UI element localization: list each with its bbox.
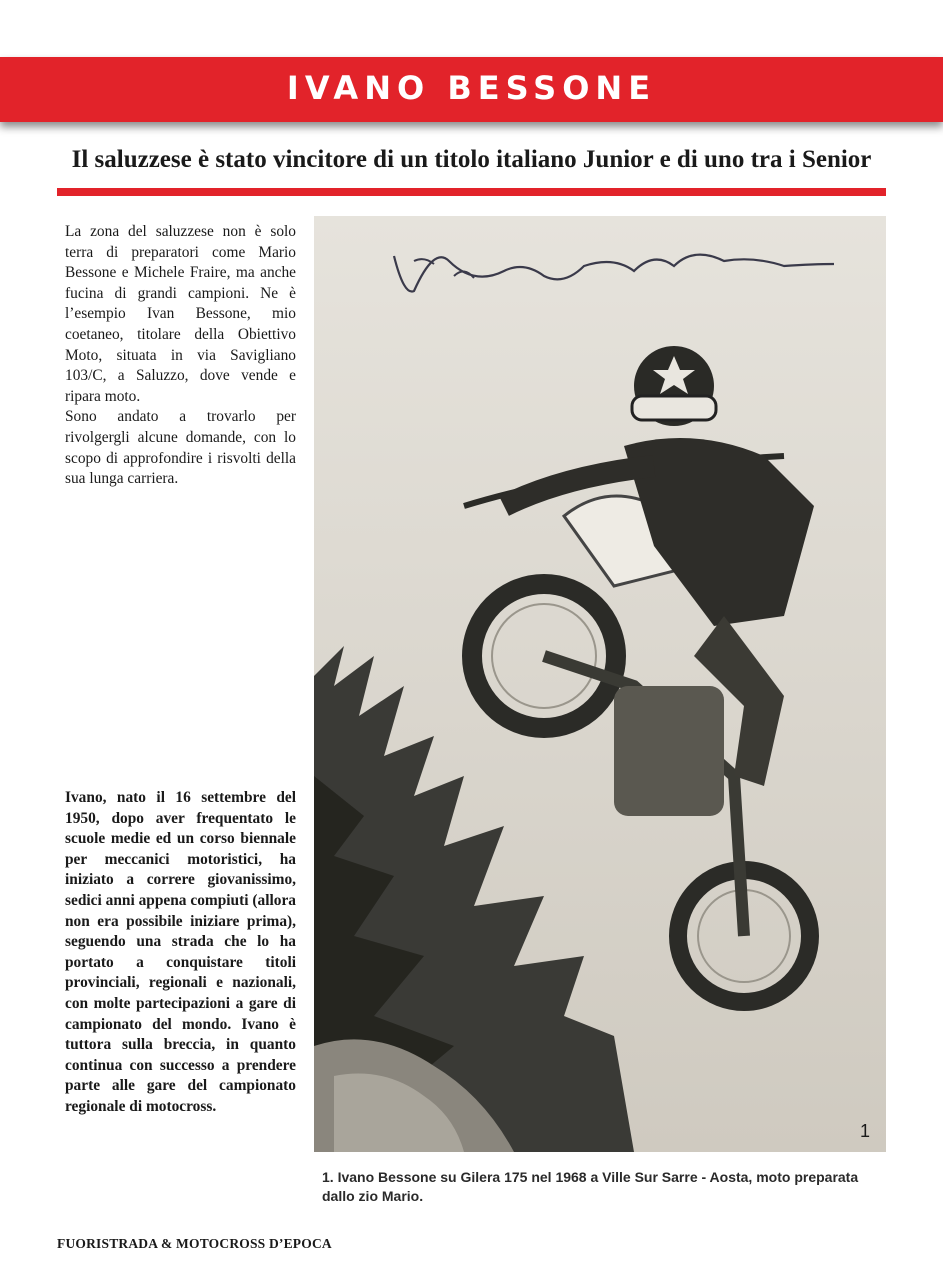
title-banner [0, 57, 943, 122]
magazine-footer: FUORISTRADA & MOTOCROSS D’EPOCA [57, 1236, 332, 1251]
rider-photo [314, 216, 886, 1152]
photo-caption: 1. Ivano Bessone su Gilera 175 nel 1968 a Ville Sur Sarre - Aosta, moto preparata dallo zio Mario. [322, 1169, 859, 1204]
photo-number: 1 [859, 1121, 870, 1141]
motocross-jump-illustration [314, 216, 886, 1152]
intro-paragraph: La zona del saluzzese non è solo terra di preparatori come Mario Bessone e Michele Fraire, ma anche fucina di grandi campioni. Ne è l’esempio Ivan Bessone, mio coetaneo, titolare della Obiettivo Moto, situata in via Savigliano 103/C, a Saluzzo, dove vende e ripara moto. Sono andato a trovarlo per rivolgergli alcune domande, con lo scopo di approfondire i risvolti della sua lunga carriera. [65, 223, 296, 488]
red-divider [57, 188, 886, 196]
article-subtitle: Il saluzzese è stato vincitore di un titolo italiano Junior e di uno tra i Senior [71, 146, 872, 173]
page-title: IVANO BESSONE [286, 69, 657, 107]
bio-paragraph: Ivano, nato il 16 settembre del 1950, dopo aver frequentato le scuole medie ed un corso biennale per meccanici motoristici, ha iniziato a correre giovanissimo, sedici anni appena compiuti (allora non era possibile iniziare prima), seguendo una strada che lo ha portato a conquistare titoli provinciali, regionali e nazionali, con molte partecipazioni a gare di campionato del mondo. Ivano è tuttora sulla breccia, in quanto continua con successo a prendere parte alle gare del campionato regionale di motocross. [65, 789, 296, 1115]
